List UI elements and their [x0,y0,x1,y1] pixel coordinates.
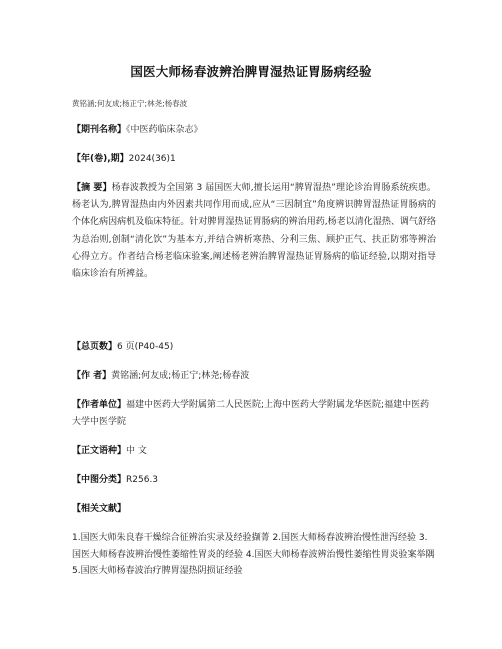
abstract-field [72,180,436,283]
language-label: 【正文语种】 [72,446,127,456]
related-list [72,530,436,580]
affiliation-label: 【作者单位】 [72,400,127,410]
journal-field [72,122,436,139]
year-issue-field [72,151,436,168]
language-field [72,443,436,460]
affiliation-field [72,397,436,431]
year-issue-value: 2024(36)1 [128,154,176,164]
clc-value: R256.3 [126,475,159,485]
year-issue-label: 【年(卷),期】 [72,154,129,164]
authors-value: 黄铭涵;何友成;杨正宁;林尧;杨春波 [111,371,250,381]
abstract-text: 杨春波教授为全国第 3 届国医大师,擅长运用“脾胃湿热”理论诊治胃肠系统疾患。杨老认为,脾胃湿热由内外因素共同作用而成,应从“三因制宜”角度辨识脾胃湿热证胃肠病的个体化病因病机及临床特征。针对脾胃湿热证胃肠病的辨治用药,杨老以清化湿热、调气舒络为总治则,创制“清化饮”为基本方,并结合辨析寒热、分利三焦、顾护正气、扶正防邪等辨治心得立方。作者结合杨老临床验案,阐述杨老辨治脾胃湿热证胃肠病的临证经验,以期对指导临床诊治有所裨益。 [72,183,436,280]
document-title: 国医大师杨春波辨治脾胃湿热证胃肠病经验 [130,64,372,79]
affiliation-value: 福建中医药大学附属第二人民医院;上海中医药大学附属龙华医院;福建中医药大学中医学院 [72,400,430,427]
clc-field [72,472,436,489]
authors-line: 黄铭涵;何友成;杨正宁;林尧;杨春波 [72,99,188,108]
abstract-label: 【摘 要】 [72,183,112,193]
authors-label: 【作 者】 [72,371,112,381]
pages-field [72,339,436,356]
related-text: 1.国医大师朱良春干燥综合征辨治实录及经验撷菁 2.国医大师杨春波辨治慢性泄泻经验 3.国医大师杨春波辨治慢性萎缩性胃炎的经验 4.国医大师杨春波辨治慢性萎缩性胃炎验案举隅 5.国医大师杨春波治疗脾胃湿热阴损证经验 [72,533,435,577]
authors-field [72,368,436,385]
journal-value: 《中医药临床杂志》 [126,125,203,135]
language-value: 中 文 [126,446,147,456]
related-label: 【相关文献】 [72,504,127,514]
pages-value: 6 页(P40-45) [117,342,174,352]
pages-label: 【总页数】 [72,342,118,352]
related-field [72,501,436,518]
journal-label: 【期刊名称】 [72,125,127,135]
clc-label: 【中图分类】 [72,475,127,485]
